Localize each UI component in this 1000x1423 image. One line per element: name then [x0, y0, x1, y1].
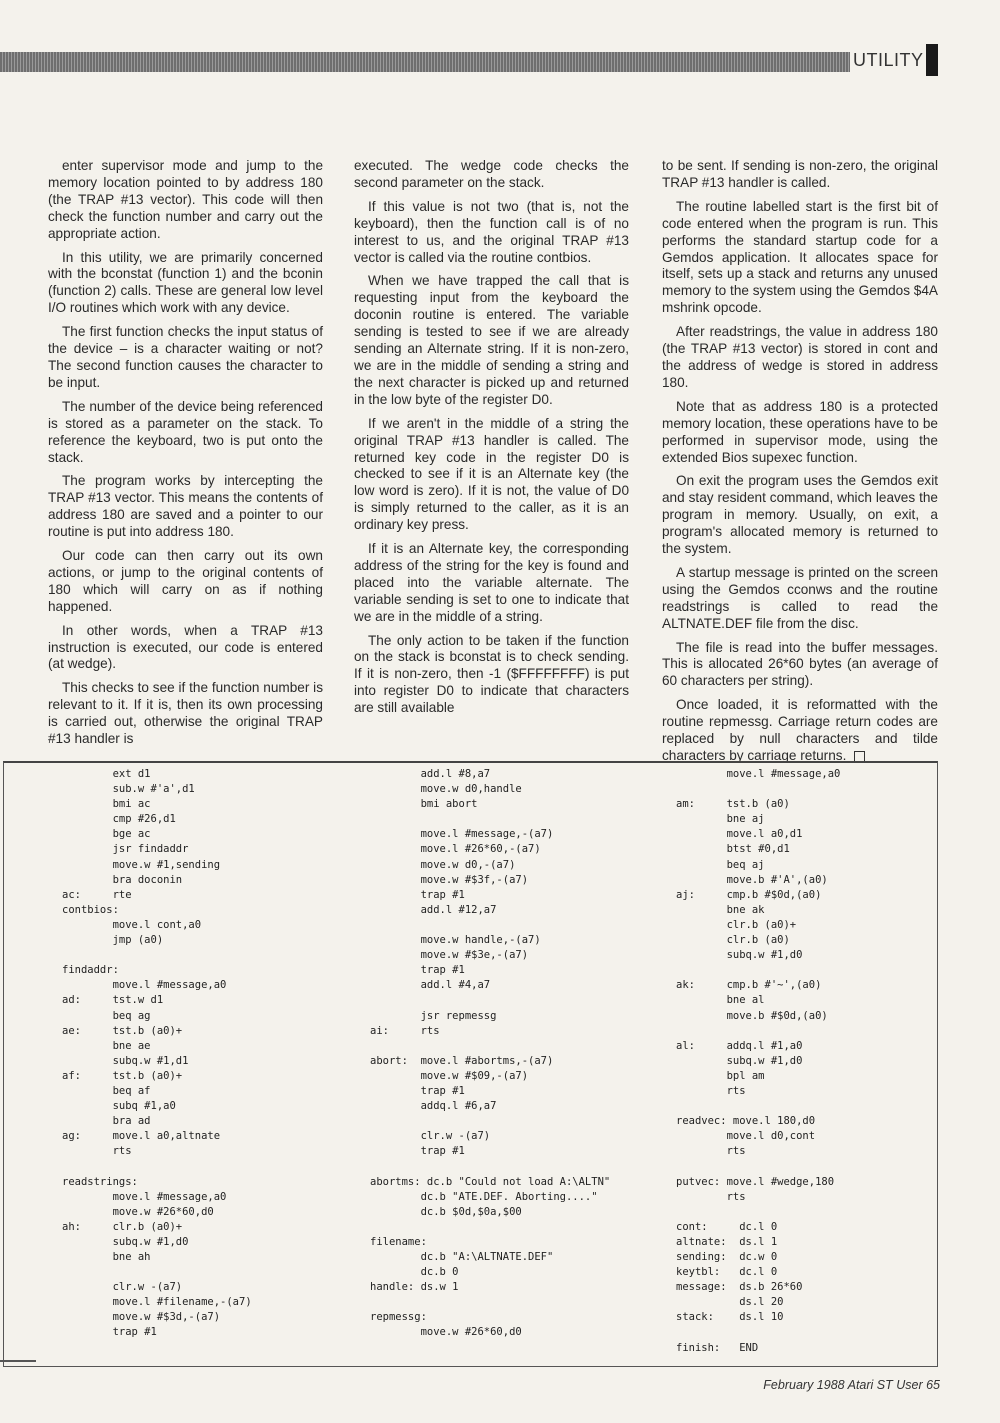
code-listing	[3, 761, 938, 1367]
paragraph: A startup message is printed on the screen using the Gemdos cconws and the routine readstrings is called to read the ALTNATE.DEF file from the disc.	[662, 564, 938, 631]
paragraph: If this value is not two (that is, not the keyboard), then the function call is of no interest to us, and the original TRAP #13 vector is called via the routine contbios.	[354, 198, 629, 265]
paragraph-text: Once loaded, it is reformatted with the routine repmessg. Carriage return codes are replaced by null characters and tilde characters by carriage returns.	[662, 697, 938, 763]
listing-rule	[0, 1360, 36, 1362]
article-column-1	[48, 158, 323, 755]
paragraph: Note that as address 180 is a protected memory location, these operations have to be performed in supervisor mode, using the extended Bios supexec function.	[662, 398, 938, 465]
section-label: UTILITY	[853, 50, 924, 70]
paragraph: In other words, when a TRAP #13 instruction is executed, our code is entered (at wedge).	[48, 622, 323, 672]
header-rule	[0, 52, 850, 72]
listing-column-3: move.l #message,a0 am: tst.b (a0) bne aj move.l a0,d1 btst #0,d1 beq aj move.b #'A',(a0) aj: cmp.b #$0d,(a0) bne ak clr.b (a0)+ clr.b (a0) subq.w #1,d0 ak: cmp.b #'~',(a0) bne al move.b #$0d,(a0) al: addq.l #1,a0 subq.w #1,d0 bpl am rts readvec: move.l 180,d0 move.l d0,cont rts putvec: move.l #wedge,180 rts cont: dc.l 0 altnate: ds.l 1 sending: dc.w 0 keytbl: dc.l 0 message: ds.b 26*60 ds.l 20 stack: ds.l 10 finish: END	[676, 768, 841, 1354]
paragraph: This checks to see if the function number is relevant to it. If it is, then its own processing is carried out, otherwise the original TRAP #13 handler is	[48, 680, 323, 747]
paragraph: If we aren't in the middle of a string the original TRAP #13 handler is called. The returned key code in the register D0 is checked to see if it is an Alternate key (the low word is zero). If it is not, the value of D0 is simply returned to the caller, as it is an ordinary key press.	[354, 415, 629, 533]
paragraph: The number of the device being referenced is stored as a parameter on the stack. To reference the keyboard, two is put onto the stack.	[48, 398, 323, 465]
paragraph: to be sent. If sending is non-zero, the original TRAP #13 handler is called.	[662, 158, 938, 190]
paragraph: executed. The wedge code checks the second parameter on the stack.	[354, 158, 629, 190]
paragraph: On exit the program uses the Gemdos exit and stay resident command, which leaves the program in memory. Usually, on exit, a program's allocated memory is returned to the system.	[662, 473, 938, 557]
paragraph: In this utility, we are primarily concerned with the bconstat (function 1) and the bconin (function 2) calls. These are general low level I/O routines which work with any device.	[48, 249, 323, 316]
listing-column-2: add.l #8,a7 move.w d0,handle bmi abort move.l #message,-(a7) move.l #26*60,-(a7) move.w d0,-(a7) move.w #$3f,-(a7) trap #1 add.l #12,a7 move.w handle,-(a7) move.w #$3e,-(a7) trap #1 add.l #4,a7 jsr repmessg ai: rts abort: move.l #abortms,-(a7) move.w #$09,-(a7) trap #1 addq.l #6,a7 clr.w -(a7) trap #1 abortms: dc.b "Could not load A:\ALTN" dc.b "ATE.DEF. Aborting...." dc.b $0d,$0a,$00 filename: dc.b "A:\ALTNATE.DEF" dc.b 0 handle: ds.w 1 repmessg: move.w #26*60,d0	[370, 768, 611, 1339]
paragraph: If it is an Alternate key, the corresponding address of the string for the key is found and placed into the variable alternate. The variable sending is set to one to indicate that we are in the middle of a string.	[354, 541, 629, 624]
paragraph: The routine labelled start is the first bit of code entered when the program is run. This performs the standard startup code for a Gemdos application. It allocates space for itself, sets up a stack and returns any unused memory to the system using the Gemdos $4A mshrink opcode.	[662, 198, 938, 316]
paragraph: The program works by intercepting the TRAP #13 vector. This means the contents of address 180 are saved and a pointer to our routine is put into address 180.	[48, 473, 323, 540]
paragraph: enter supervisor mode and jump to the memory location pointed to by address 180 (the TRAP #13 vector). This code will then check the function number and carry out the appropriate action.	[48, 158, 323, 241]
page-footer: February 1988 Atari ST User 65	[763, 1378, 940, 1392]
paragraph: Our code can then carry out its own actions, or jump to the original contents of 180 which will carry on as if nothing happened.	[48, 548, 323, 614]
paragraph: The file is read into the buffer messages. This is allocated 26*60 bytes (an average of 60 characters per string).	[662, 639, 938, 689]
article-column-3	[662, 158, 938, 772]
listing-column-1: ext d1 sub.w #'a',d1 bmi ac cmp #26,d1 bge ac jsr findaddr move.w #1,sending bra doconin ac: rte contbios: move.l cont,a0 jmp (a0) findaddr: move.l #message,a0 ad: tst.w d1 beq ag ae: tst.b (a0)+ bne ae subq.w #1,d1 af: tst.b (a0)+ beq af subq #1,a0 bra ad ag: move.l a0,altnate rts readstrings: move.l #message,a0 move.w #26*60,d0 ah: clr.b (a0)+ subq.w #1,d0 bne ah clr.w -(a7) move.l #filename,-(a7) move.w #$3d,-(a7) trap #1	[62, 768, 252, 1339]
paragraph: When we have trapped the call that is requesting input from the keyboard the doconin routine is entered. The variable sending is tested to see if we are already sending an Alternate string. If it is non-zero, we are in the middle of sending a string and the next character is picked up and returned in the low byte of the register D0.	[354, 273, 629, 407]
paragraph: The only action to be taken if the function on the stack is bconstat is to check sending. If it is non-zero, then -1 ($FFFFFFFF) is put into register D0 to indicate that characters are still available	[354, 632, 629, 716]
paragraph: After readstrings, the value in address 180 (the TRAP #13 vector) is stored in cont and the address of wedge is stored in address 180.	[662, 324, 938, 390]
article-column-2	[354, 158, 629, 724]
header-block	[926, 44, 938, 76]
paragraph: The first function checks the input status of the device – is a character waiting or not? The second function causes the character to be input.	[48, 324, 323, 390]
paragraph	[662, 697, 938, 765]
